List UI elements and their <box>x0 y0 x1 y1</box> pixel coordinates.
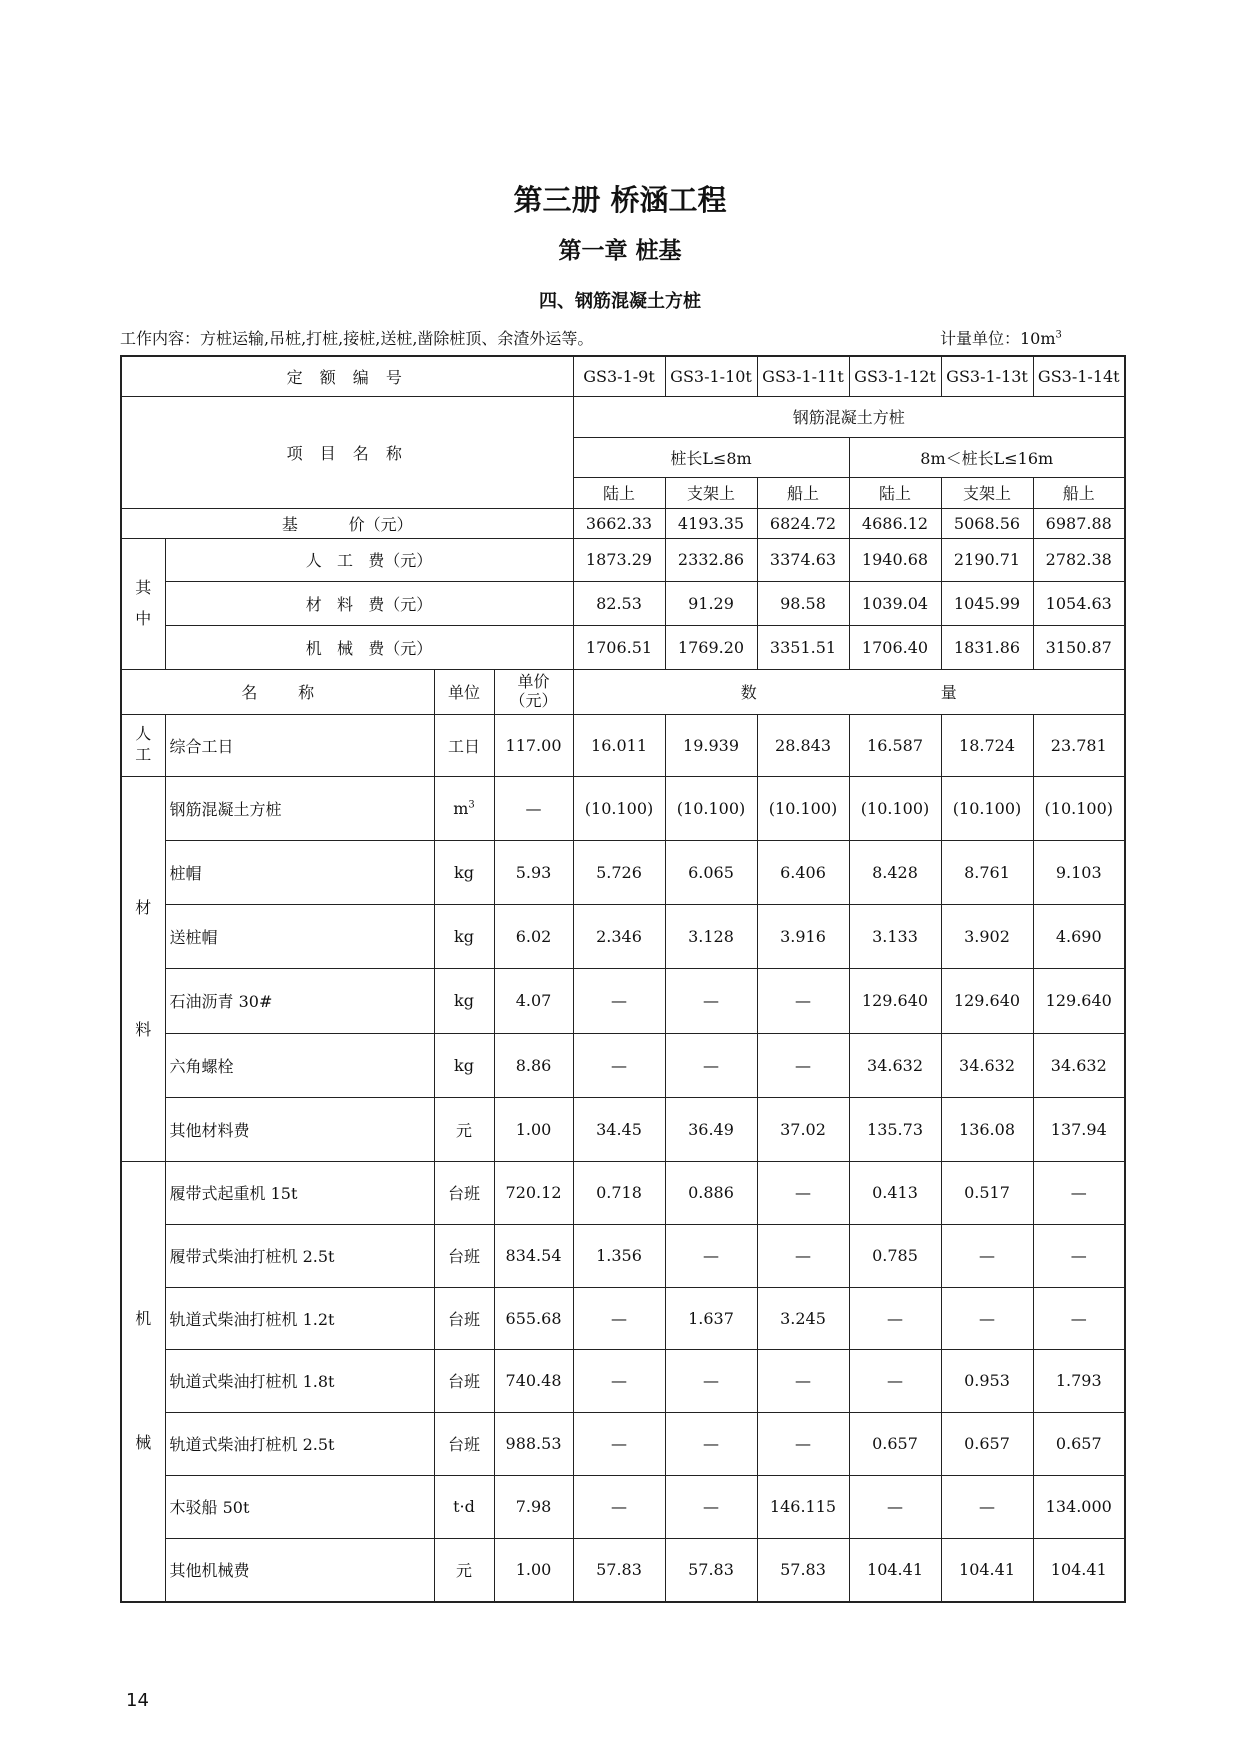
name-column-header: 名 称 <box>121 669 434 714</box>
resource-unit: 台班 <box>434 1349 494 1412</box>
machinery-category <box>121 1161 165 1602</box>
base-price-value: 4193.35 <box>665 508 757 538</box>
quantity-value: — <box>1033 1224 1125 1287</box>
quantity-value: 19.939 <box>665 714 757 776</box>
breakdown-value: 2782.38 <box>1033 538 1125 581</box>
price-column-header <box>494 669 573 714</box>
breakdown-value: 1054.63 <box>1033 581 1125 625</box>
resource-unit: 工日 <box>434 714 494 776</box>
material-row <box>121 1097 1125 1161</box>
quantity-value: 134.000 <box>1033 1475 1125 1538</box>
breakdown-value: 1831.86 <box>941 625 1033 669</box>
resource-unit: 元 <box>434 1097 494 1161</box>
quota-code: GS3-1-13t <box>941 356 1033 396</box>
machinery-row <box>121 1161 1125 1224</box>
quantity-value: 0.657 <box>941 1412 1033 1475</box>
quantity-value: 3.133 <box>849 904 941 968</box>
quantity-value: 34.632 <box>941 1033 1033 1097</box>
unit-sup: 3 <box>468 799 475 811</box>
breakdown-label: 材 料 费（元） <box>165 581 573 625</box>
resource-name: 送桩帽 <box>165 904 434 968</box>
quantity-value: 18.724 <box>941 714 1033 776</box>
resource-price: 1.00 <box>494 1538 573 1602</box>
quota-code: GS3-1-10t <box>665 356 757 396</box>
resource-price: 5.93 <box>494 840 573 904</box>
unit-column-header: 单位 <box>434 669 494 714</box>
base-price-value: 6824.72 <box>757 508 849 538</box>
length-group: 8m＜桩长L≤16m <box>849 437 1125 477</box>
quantity-value: — <box>757 1224 849 1287</box>
quantity-value: — <box>757 1412 849 1475</box>
resource-name: 桩帽 <box>165 840 434 904</box>
quantity-value: 4.690 <box>1033 904 1125 968</box>
resource-unit: kg <box>434 1033 494 1097</box>
breakdown-row <box>121 625 1125 669</box>
quantity-value: — <box>941 1287 1033 1349</box>
measure-unit-text: 计量单位：10m <box>940 329 1056 348</box>
machinery-category-a: 机 <box>135 1309 152 1329</box>
breakdown-label: 机 械 费（元） <box>165 625 573 669</box>
quantity-value: 129.640 <box>849 968 941 1033</box>
quantity-value: 0.953 <box>941 1349 1033 1412</box>
resource-price: 655.68 <box>494 1287 573 1349</box>
quantity-value: 0.657 <box>1033 1412 1125 1475</box>
quantity-value: (10.100) <box>941 776 1033 840</box>
machinery-row <box>121 1349 1125 1412</box>
breakdown-value: 1873.29 <box>573 538 665 581</box>
machinery-row <box>121 1224 1125 1287</box>
quantity-value: 3.916 <box>757 904 849 968</box>
breakdown-value: 1045.99 <box>941 581 1033 625</box>
quantity-value: — <box>573 1349 665 1412</box>
price-header-line2: （元） <box>509 690 558 710</box>
quantity-value: — <box>1033 1161 1125 1224</box>
quantity-value: 37.02 <box>757 1097 849 1161</box>
base-price-row <box>121 508 1125 538</box>
quantity-value: 104.41 <box>1033 1538 1125 1602</box>
quantity-value: — <box>941 1475 1033 1538</box>
resource-name: 其他材料费 <box>165 1097 434 1161</box>
quantity-value: (10.100) <box>1033 776 1125 840</box>
machinery-row <box>121 1287 1125 1349</box>
quantity-value: — <box>573 1287 665 1349</box>
resource-unit: kg <box>434 904 494 968</box>
material-row <box>121 776 1125 840</box>
quantity-value: 0.718 <box>573 1161 665 1224</box>
quantity-value: 135.73 <box>849 1097 941 1161</box>
condition: 支架上 <box>665 477 757 508</box>
quantity-value: 23.781 <box>1033 714 1125 776</box>
quantity-value: 16.587 <box>849 714 941 776</box>
resource-name: 履带式柴油打桩机 2.5t <box>165 1224 434 1287</box>
quantity-value: 16.011 <box>573 714 665 776</box>
quantity-value: — <box>757 1161 849 1224</box>
breakdown-row <box>121 538 1125 581</box>
measure-unit <box>940 326 1062 349</box>
column-header-row <box>121 669 1125 714</box>
quota-code: GS3-1-14t <box>1033 356 1125 396</box>
breakdown-value: 82.53 <box>573 581 665 625</box>
resource-price: — <box>494 776 573 840</box>
book-title: 第三册 桥涵工程 <box>513 183 727 217</box>
material-category <box>121 776 165 1161</box>
breakdown-row <box>121 581 1125 625</box>
quantity-header-b: 量 <box>940 683 957 702</box>
quantity-value: — <box>665 1349 757 1412</box>
quantity-value: 129.640 <box>1033 968 1125 1033</box>
quantity-value: 1.793 <box>1033 1349 1125 1412</box>
resource-price: 1.00 <box>494 1097 573 1161</box>
machinery-row <box>121 1412 1125 1475</box>
chapter-title: 第一章 桩基 <box>558 238 682 264</box>
quantity-value: — <box>665 1412 757 1475</box>
quantity-value: 5.726 <box>573 840 665 904</box>
resource-name: 履带式起重机 15t <box>165 1161 434 1224</box>
resource-price: 740.48 <box>494 1349 573 1412</box>
machinery-category-b: 械 <box>135 1433 152 1453</box>
quantity-value: — <box>849 1475 941 1538</box>
price-header-line1: 单价 <box>517 672 550 692</box>
quantity-value: (10.100) <box>573 776 665 840</box>
quantity-value: 3.902 <box>941 904 1033 968</box>
resource-unit: 台班 <box>434 1412 494 1475</box>
item-name-label: 项 目 名 称 <box>121 396 573 508</box>
section-title: 四、钢筋混凝土方桩 <box>539 291 701 312</box>
breakdown-value: 1039.04 <box>849 581 941 625</box>
labor-row <box>121 714 1125 776</box>
length-group: 桩长L≤8m <box>573 437 849 477</box>
condition: 船上 <box>1033 477 1125 508</box>
base-price-value: 3662.33 <box>573 508 665 538</box>
machinery-row <box>121 1538 1125 1602</box>
breakdown-value: 2190.71 <box>941 538 1033 581</box>
quantity-value: — <box>757 1349 849 1412</box>
work-content: 工作内容：方桩运输,吊桩,打桩,接桩,送桩,凿除桩顶、余渣外运等。 <box>120 329 594 348</box>
quantity-value: 3.128 <box>665 904 757 968</box>
material-row <box>121 840 1125 904</box>
quantity-value: — <box>665 1033 757 1097</box>
material-row <box>121 1033 1125 1097</box>
quantity-value: — <box>573 968 665 1033</box>
quantity-value: 0.785 <box>849 1224 941 1287</box>
condition: 陆上 <box>573 477 665 508</box>
base-price-value: 5068.56 <box>941 508 1033 538</box>
quantity-value: 104.41 <box>849 1538 941 1602</box>
quantity-value: 6.406 <box>757 840 849 904</box>
breakdown-label: 人 工 费（元） <box>165 538 573 581</box>
quantity-value: 1.637 <box>665 1287 757 1349</box>
breakdown-value: 3351.51 <box>757 625 849 669</box>
quantity-value: — <box>665 968 757 1033</box>
labor-category: 人工 <box>121 714 165 776</box>
resource-price: 7.98 <box>494 1475 573 1538</box>
quantity-value: (10.100) <box>757 776 849 840</box>
breakdown-value: 3374.63 <box>757 538 849 581</box>
quantity-value: 137.94 <box>1033 1097 1125 1161</box>
resource-name: 钢筋混凝土方桩 <box>165 776 434 840</box>
resource-name: 轨道式柴油打桩机 1.2t <box>165 1287 434 1349</box>
resource-price: 6.02 <box>494 904 573 968</box>
base-price-label: 基 价（元） <box>121 508 573 538</box>
measure-unit-sup: 3 <box>1055 329 1062 341</box>
resource-unit: t·d <box>434 1475 494 1538</box>
material-category-a: 材 <box>135 897 152 917</box>
resource-price: 988.53 <box>494 1412 573 1475</box>
quantity-value: 34.632 <box>849 1033 941 1097</box>
quota-code: GS3-1-11t <box>757 356 849 396</box>
quantity-value: 0.886 <box>665 1161 757 1224</box>
breakdown-category: 其中 <box>121 538 165 669</box>
resource-unit: 元 <box>434 1538 494 1602</box>
quantity-value: 9.103 <box>1033 840 1125 904</box>
material-category-b: 料 <box>135 1019 152 1039</box>
base-price-value: 6987.88 <box>1033 508 1125 538</box>
group-title: 钢筋混凝土方桩 <box>573 396 1125 437</box>
resource-price: 720.12 <box>494 1161 573 1224</box>
condition: 陆上 <box>849 477 941 508</box>
quota-table <box>120 355 1126 1603</box>
quantity-value: — <box>1033 1287 1125 1349</box>
quantity-value: 1.356 <box>573 1224 665 1287</box>
breakdown-value: 91.29 <box>665 581 757 625</box>
resource-unit: kg <box>434 968 494 1033</box>
page-number: 14 <box>126 1690 149 1711</box>
quantity-value: 57.83 <box>665 1538 757 1602</box>
material-row <box>121 968 1125 1033</box>
unit-text: m <box>453 798 469 818</box>
resource-name: 石油沥青 30# <box>165 968 434 1033</box>
quantity-value: (10.100) <box>665 776 757 840</box>
quantity-value: 34.45 <box>573 1097 665 1161</box>
resource-unit: 台班 <box>434 1224 494 1287</box>
quantity-value: — <box>757 1033 849 1097</box>
machinery-row <box>121 1475 1125 1538</box>
breakdown-value: 1706.40 <box>849 625 941 669</box>
resource-unit: kg <box>434 840 494 904</box>
quantity-value: 57.83 <box>573 1538 665 1602</box>
quantity-value: 0.657 <box>849 1412 941 1475</box>
resource-name: 轨道式柴油打桩机 1.8t <box>165 1349 434 1412</box>
resource-price: 8.86 <box>494 1033 573 1097</box>
material-row <box>121 904 1125 968</box>
quantity-value: 34.632 <box>1033 1033 1125 1097</box>
quantity-value: (10.100) <box>849 776 941 840</box>
quantity-column-header <box>573 669 1125 714</box>
quantity-value: — <box>665 1475 757 1538</box>
quantity-value: 6.065 <box>665 840 757 904</box>
quantity-value: — <box>573 1475 665 1538</box>
resource-name: 木驳船 50t <box>165 1475 434 1538</box>
condition: 支架上 <box>941 477 1033 508</box>
quantity-value: 36.49 <box>665 1097 757 1161</box>
quota-code-row <box>121 356 1125 396</box>
resource-price: 117.00 <box>494 714 573 776</box>
quantity-value: — <box>849 1287 941 1349</box>
breakdown-value: 1940.68 <box>849 538 941 581</box>
breakdown-value: 1706.51 <box>573 625 665 669</box>
quantity-value: — <box>573 1033 665 1097</box>
quantity-value: 8.761 <box>941 840 1033 904</box>
base-price-value: 4686.12 <box>849 508 941 538</box>
breakdown-value: 1769.20 <box>665 625 757 669</box>
quantity-value: 129.640 <box>941 968 1033 1033</box>
quota-code: GS3-1-12t <box>849 356 941 396</box>
quantity-value: 57.83 <box>757 1538 849 1602</box>
resource-unit: 台班 <box>434 1287 494 1349</box>
breakdown-value: 3150.87 <box>1033 625 1125 669</box>
resource-unit <box>434 776 494 840</box>
quantity-value: — <box>941 1224 1033 1287</box>
quantity-value: 8.428 <box>849 840 941 904</box>
quantity-header-a: 数 <box>740 683 757 702</box>
quantity-value: 104.41 <box>941 1538 1033 1602</box>
resource-price: 834.54 <box>494 1224 573 1287</box>
quantity-value: 146.115 <box>757 1475 849 1538</box>
resource-name: 综合工日 <box>165 714 434 776</box>
quantity-value: — <box>573 1412 665 1475</box>
quota-code: GS3-1-9t <box>573 356 665 396</box>
resource-name: 轨道式柴油打桩机 2.5t <box>165 1412 434 1475</box>
quantity-value: 28.843 <box>757 714 849 776</box>
resource-unit: 台班 <box>434 1161 494 1224</box>
breakdown-value: 98.58 <box>757 581 849 625</box>
group-title-row <box>121 396 1125 437</box>
condition: 船上 <box>757 477 849 508</box>
resource-price: 4.07 <box>494 968 573 1033</box>
quantity-value: 2.346 <box>573 904 665 968</box>
resource-name: 其他机械费 <box>165 1538 434 1602</box>
quantity-value: 0.517 <box>941 1161 1033 1224</box>
quantity-value: — <box>757 968 849 1033</box>
breakdown-value: 2332.86 <box>665 538 757 581</box>
quantity-value: 3.245 <box>757 1287 849 1349</box>
quantity-value: — <box>665 1224 757 1287</box>
quantity-value: — <box>849 1349 941 1412</box>
quantity-value: 136.08 <box>941 1097 1033 1161</box>
quota-code-label: 定 额 编 号 <box>121 356 573 396</box>
quantity-value: 0.413 <box>849 1161 941 1224</box>
resource-name: 六角螺栓 <box>165 1033 434 1097</box>
